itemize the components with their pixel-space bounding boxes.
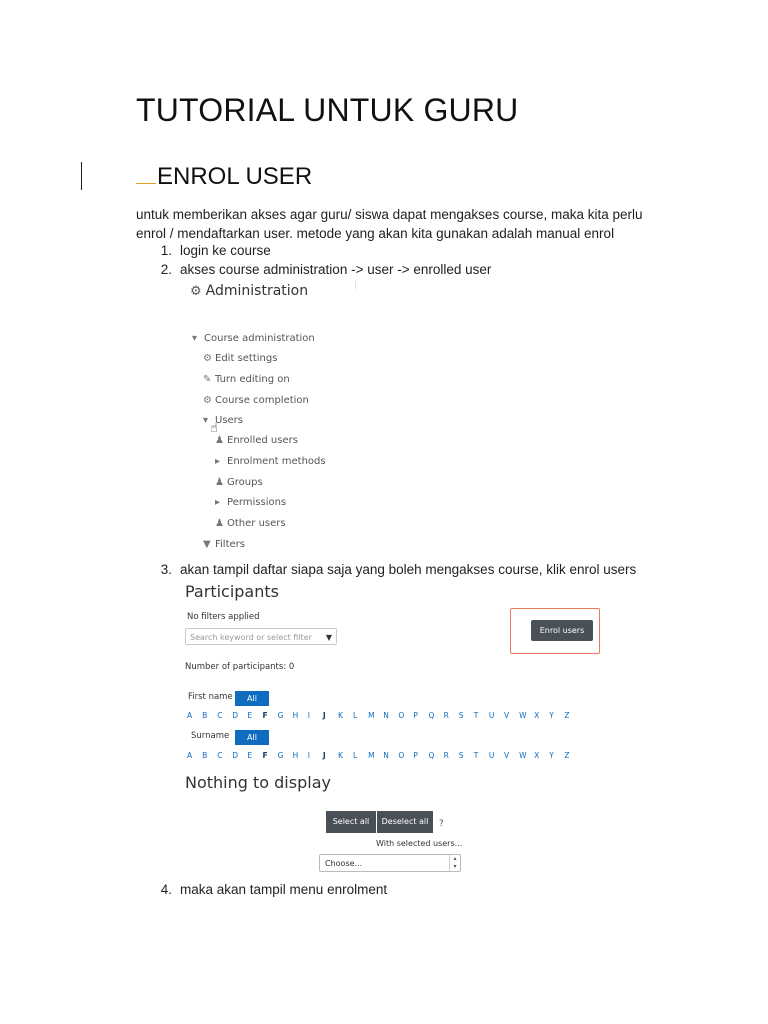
- help-icon[interactable]: ?: [439, 819, 444, 829]
- letter-link-l[interactable]: L: [353, 751, 358, 760]
- letter-link-w[interactable]: W: [519, 711, 527, 720]
- letter-link-u[interactable]: U: [488, 751, 495, 760]
- menu-users[interactable]: ▾ Users: [203, 415, 244, 426]
- letter-link-p[interactable]: P: [413, 751, 418, 760]
- letter-link-d[interactable]: D: [232, 751, 239, 760]
- select-arrows-icon: ▴ ▾: [449, 855, 460, 871]
- letter-link-f[interactable]: F: [262, 711, 268, 720]
- administration-title-text: Administration: [205, 283, 309, 299]
- letter-link-m[interactable]: M: [368, 711, 375, 720]
- letter-link-i[interactable]: I: [307, 751, 310, 760]
- step-number: 1.: [160, 243, 172, 258]
- letter-link-x[interactable]: X: [534, 711, 540, 720]
- caret-down-icon: ▾: [192, 333, 198, 344]
- gear-icon: ⚙: [203, 395, 212, 406]
- caret-down-icon: ▾: [203, 415, 209, 426]
- letter-link-w[interactable]: W: [519, 751, 527, 760]
- letter-link-u[interactable]: U: [488, 711, 495, 720]
- heading-underscore: [136, 165, 156, 184]
- gear-icon: ⚙: [203, 353, 212, 364]
- letter-link-n[interactable]: N: [383, 711, 389, 720]
- letter-link-n[interactable]: N: [383, 751, 389, 760]
- administration-screenshot: [190, 280, 410, 550]
- filter-icon: ▼: [203, 539, 211, 550]
- search-filter-input[interactable]: [185, 628, 337, 645]
- participants-screenshot: [183, 580, 623, 880]
- letter-link-g[interactable]: G: [277, 751, 284, 760]
- gears-icon: ⚙: [190, 284, 202, 299]
- menu-enrolment-methods[interactable]: ▸ Enrolment methods: [215, 456, 326, 467]
- document-title: TUTORIAL UNTUK GURU: [136, 92, 519, 128]
- select-all-button[interactable]: Select all: [326, 811, 376, 833]
- letter-link-l[interactable]: L: [353, 711, 358, 720]
- menu-groups[interactable]: ♟ Groups: [215, 477, 263, 488]
- letter-link-s[interactable]: S: [458, 751, 464, 760]
- letter-link-e[interactable]: E: [247, 751, 253, 760]
- step-number: 4.: [160, 882, 172, 897]
- letter-link-t[interactable]: T: [473, 711, 479, 720]
- menu-permissions[interactable]: ▸ Permissions: [215, 497, 287, 508]
- user-icon: ♟: [215, 435, 224, 446]
- letter-link-y[interactable]: Y: [549, 711, 554, 720]
- letter-link-r[interactable]: R: [443, 751, 449, 760]
- bulk-action-selected-value: Choose...: [325, 859, 363, 868]
- surname-letters: [187, 751, 579, 760]
- pencil-icon: ✎: [203, 374, 212, 385]
- caret-right-icon: ▸: [215, 497, 221, 508]
- letter-link-g[interactable]: G: [277, 711, 284, 720]
- letter-link-x[interactable]: X: [534, 751, 540, 760]
- first-name-all-button[interactable]: All: [235, 691, 269, 706]
- first-name-label: First name: [188, 692, 233, 702]
- search-placeholder: Search keyword or select filter: [190, 633, 312, 642]
- letter-link-k[interactable]: K: [337, 711, 343, 720]
- intro-paragraph: untuk memberikan akses agar guru/ siswa dapat mengakses course, maka kita perlu enrol / mendaftarkan user. metode yang akan kita gunakan adalah manual enrol: [136, 207, 643, 241]
- letter-link-e[interactable]: E: [247, 711, 253, 720]
- participants-count: Number of participants: 0: [185, 662, 295, 672]
- with-selected-label: With selected users...: [376, 839, 463, 848]
- letter-link-r[interactable]: R: [443, 711, 449, 720]
- letter-link-d[interactable]: D: [232, 711, 239, 720]
- menu-turn-editing-on[interactable]: ✎ Turn editing on: [203, 374, 290, 385]
- step-number: 3.: [160, 562, 172, 577]
- menu-enrolled-users[interactable]: ♟ Enrolled users: [215, 435, 298, 446]
- letter-link-c[interactable]: C: [217, 751, 223, 760]
- administration-title: [190, 283, 308, 299]
- letter-link-s[interactable]: S: [458, 711, 464, 720]
- letter-link-h[interactable]: H: [292, 711, 299, 720]
- section-heading-text: ENROL USER: [157, 163, 313, 190]
- letter-link-b[interactable]: B: [202, 751, 208, 760]
- section-heading: [136, 163, 312, 191]
- menu-other-users[interactable]: ♟ Other users: [215, 518, 286, 529]
- filters-status: No filters applied: [187, 612, 260, 622]
- step-number: 2.: [160, 262, 172, 277]
- letter-link-k[interactable]: K: [337, 751, 343, 760]
- letter-link-o[interactable]: O: [398, 751, 405, 760]
- users-icon: ♟: [215, 477, 224, 488]
- letter-link-j[interactable]: J: [322, 751, 326, 760]
- surname-all-button[interactable]: All: [235, 730, 269, 745]
- letter-link-q[interactable]: Q: [428, 751, 435, 760]
- step-text: akan tampil daftar siapa saja yang boleh mengakses course, klik enrol users: [180, 562, 637, 577]
- letter-link-o[interactable]: O: [398, 711, 405, 720]
- bulk-action-select[interactable]: [319, 854, 461, 872]
- caret-right-icon: ▸: [215, 456, 221, 467]
- enrol-users-button[interactable]: Enrol users: [531, 620, 593, 641]
- letter-link-a[interactable]: A: [187, 711, 193, 720]
- letter-link-q[interactable]: Q: [428, 711, 435, 720]
- letter-link-m[interactable]: M: [368, 751, 375, 760]
- surname-label: Surname: [191, 731, 230, 741]
- participants-title: Participants: [185, 582, 279, 601]
- letter-link-b[interactable]: B: [202, 711, 208, 720]
- menu-edit-settings[interactable]: ⚙ Edit settings: [203, 353, 278, 364]
- letter-link-p[interactable]: P: [413, 711, 418, 720]
- letter-link-a[interactable]: A: [187, 751, 193, 760]
- letter-link-t[interactable]: T: [473, 751, 479, 760]
- menu-filters[interactable]: ▼ Filters: [203, 539, 245, 550]
- letter-link-z[interactable]: Z: [564, 711, 570, 720]
- letter-link-j[interactable]: J: [322, 711, 326, 720]
- dropdown-caret-icon: ▼: [325, 633, 332, 642]
- deselect-all-button[interactable]: Deselect all: [377, 811, 433, 833]
- text-cursor: [81, 162, 82, 190]
- user-icon: ♟: [215, 518, 224, 529]
- letter-link-y[interactable]: Y: [549, 751, 554, 760]
- letter-link-z[interactable]: Z: [564, 751, 570, 760]
- menu-course-administration[interactable]: ▾ Course administration: [192, 333, 315, 344]
- letter-link-v[interactable]: V: [503, 711, 510, 720]
- step-text: maka akan tampil menu enrolment: [180, 882, 388, 897]
- letter-link-v[interactable]: V: [503, 751, 510, 760]
- letter-link-f[interactable]: F: [262, 751, 268, 760]
- menu-course-completion[interactable]: ⚙ Course completion: [203, 395, 309, 406]
- nothing-to-display: Nothing to display: [185, 773, 331, 792]
- hand-pointer-icon: ☝: [210, 421, 218, 436]
- letter-link-c[interactable]: C: [217, 711, 223, 720]
- step-text: login ke course: [180, 243, 271, 258]
- first-name-letters: [187, 711, 579, 720]
- step-text: akses course administration -> user -> enrolled user: [180, 262, 492, 277]
- letter-link-h[interactable]: H: [292, 751, 299, 760]
- divider: [355, 281, 356, 289]
- letter-link-i[interactable]: I: [307, 711, 310, 720]
